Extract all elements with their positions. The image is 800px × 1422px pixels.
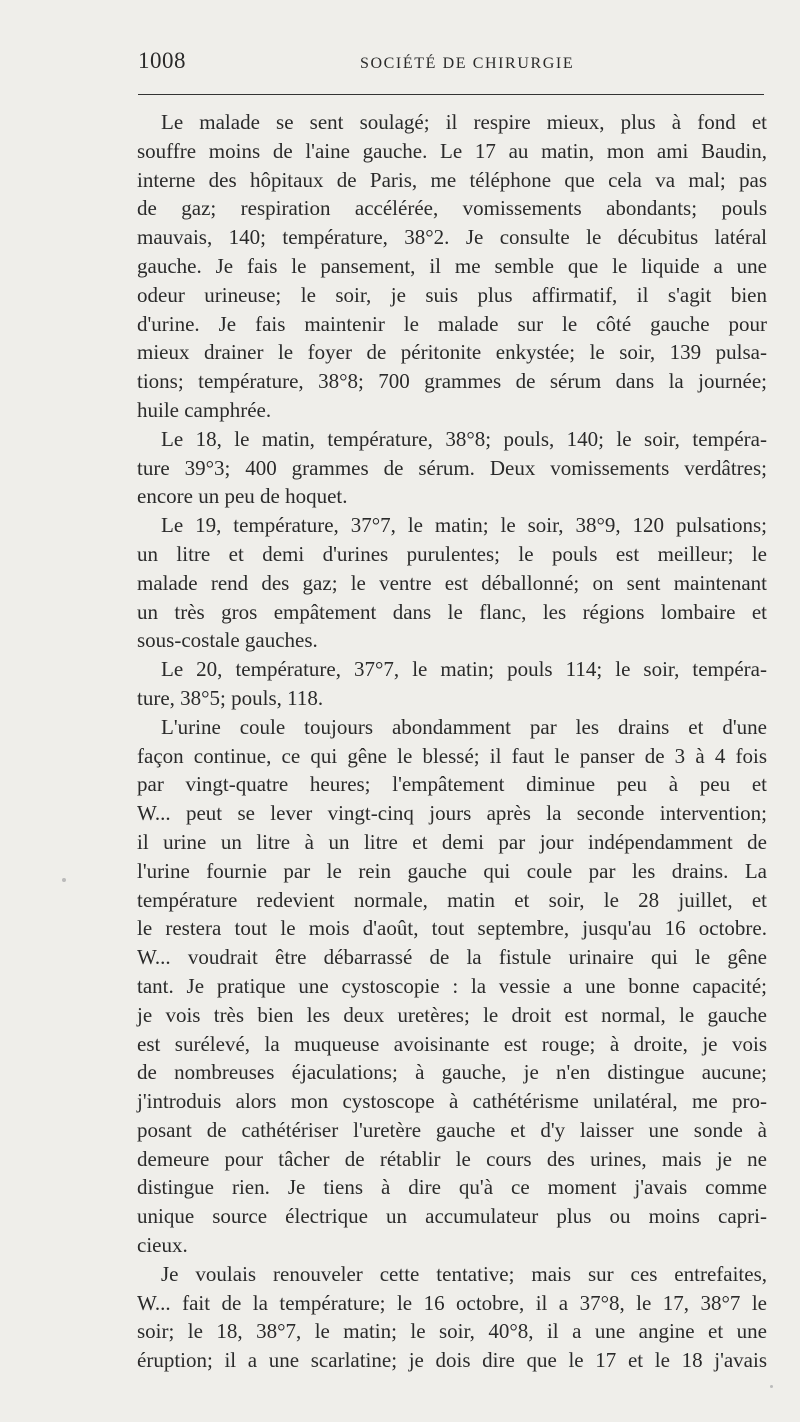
text-line: de gaz; respiration accélérée, vomissements abondants; pouls [137, 196, 767, 221]
text-line: souffre moins de l'aine gauche. Le 17 au matin, mon ami Baudin, [137, 138, 767, 163]
text-line: Le 20, température, 37°7, le matin; pouls 114; le soir, tempéra- [161, 657, 767, 682]
text-line: le restera tout le mois d'août, tout septembre, jusqu'au 16 octobre. [137, 916, 767, 941]
text-line: par vingt-quatre heures; l'empâtement diminue peu à peu et [137, 772, 767, 797]
text-line: j'introduis alors mon cystoscope à cathétérisme unilatéral, me pro- [137, 1089, 767, 1114]
text-line: L'urine coule toujours abondamment par les drains et d'une [161, 714, 767, 739]
text-line: façon continue, ce qui gêne le blessé; il faut le panser de 3 à 4 fois [137, 743, 767, 768]
text-line: un très gros empâtement dans le flanc, les régions lombaire et [137, 599, 767, 624]
text-line: ture, 38°5; pouls, 118. [137, 685, 324, 710]
text-line: W... voudrait être débarrassé de la fistule urinaire qui le gêne [137, 945, 767, 970]
text-line: un litre et demi d'urines purulentes; le pouls est meilleur; le [137, 541, 767, 566]
paragraph [137, 655, 767, 713]
text-line: ture 39°3; 400 grammes de sérum. Deux vomissements verdâtres; [137, 455, 767, 480]
paragraph [137, 1260, 767, 1375]
text-line: mieux drainer le foyer de péritonite enkystée; le soir, 139 pulsa- [137, 340, 767, 365]
text-line: l'urine fournie par le rein gauche qui coule par les drains. La [137, 858, 767, 883]
paragraph [137, 425, 767, 511]
paragraph [137, 108, 767, 425]
text-line: posant de cathétériser l'uretère gauche et d'y laisser une sonde à [137, 1117, 767, 1142]
text-line: Le 19, température, 37°7, le matin; le soir, 38°9, 120 pulsations; [161, 513, 767, 538]
text-line: cieux. [137, 1233, 188, 1258]
text-line: odeur urineuse; le soir, je suis plus affirmatif, il s'agit bien [137, 282, 767, 307]
text-line: gauche. Je fais le pansement, il me semble que le liquide a une [137, 253, 767, 278]
running-title: SOCIÉTÉ DE CHIRURGIE [360, 55, 575, 72]
text-line: est surélevé, la muqueuse avoisinante est rouge; à droite, je vois [137, 1031, 767, 1056]
body-text [137, 108, 767, 1375]
text-line: je vois très bien les deux uretères; le droit est normal, le gauche [137, 1002, 767, 1027]
paper-speck [770, 1385, 773, 1388]
text-line: température redevient normale, matin et soir, le 28 juillet, et [137, 887, 767, 912]
text-line: de nombreuses éjaculations; à gauche, je n'en distingue aucune; [137, 1060, 767, 1085]
text-line: mauvais, 140; température, 38°2. Je consulte le décubitus latéral [137, 225, 767, 250]
text-line: tions; température, 38°8; 700 grammes de sérum dans la journée; [137, 369, 767, 394]
text-line: malade rend des gaz; le ventre est déballonné; on sent maintenant [137, 570, 767, 595]
paper-speck [62, 878, 66, 882]
text-line: éruption; il a une scarlatine; je dois dire que le 17 et le 18 j'avais [137, 1348, 767, 1373]
text-line: unique source électrique un accumulateur plus ou moins capri- [137, 1204, 767, 1229]
page-number: 1008 [138, 48, 186, 73]
text-line: sous-costale gauches. [137, 628, 318, 653]
text-line: il urine un litre à un litre et demi par jour indépendamment de [137, 829, 767, 854]
text-line: huile camphrée. [137, 397, 272, 422]
text-line: W... fait de la température; le 16 octobre, il a 37°8, le 17, 38°7 le [137, 1290, 767, 1315]
text-line: Je voulais renouveler cette tentative; mais sur ces entrefaites, [161, 1261, 767, 1286]
text-line: d'urine. Je fais maintenir le malade sur le côté gauche pour [137, 311, 767, 336]
paragraph [137, 713, 767, 1260]
paragraph [137, 511, 767, 655]
text-line: Le malade se sent soulagé; il respire mieux, plus à fond et [161, 110, 767, 134]
text-line: encore un peu de hoquet. [137, 484, 348, 509]
text-line: Le 18, le matin, température, 38°8; pouls, 140; le soir, tempéra- [161, 426, 767, 451]
text-line: distingue rien. Je tiens à dire qu'à ce moment j'avais comme [137, 1175, 767, 1200]
text-line: W... peut se lever vingt-cinq jours après la seconde intervention; [137, 801, 767, 826]
text-line: interne des hôpitaux de Paris, me téléphone que cela va mal; pas [137, 167, 767, 192]
text-line: demeure pour tâcher de rétablir le cours des urines, mais je ne [137, 1146, 767, 1171]
header-rule [138, 94, 764, 95]
text-line: soir; le 18, 38°7, le matin; le soir, 40°8, il a une angine et une [137, 1319, 767, 1344]
text-line: tant. Je pratique une cystoscopie : la vessie a une bonne capacité; [137, 973, 767, 998]
